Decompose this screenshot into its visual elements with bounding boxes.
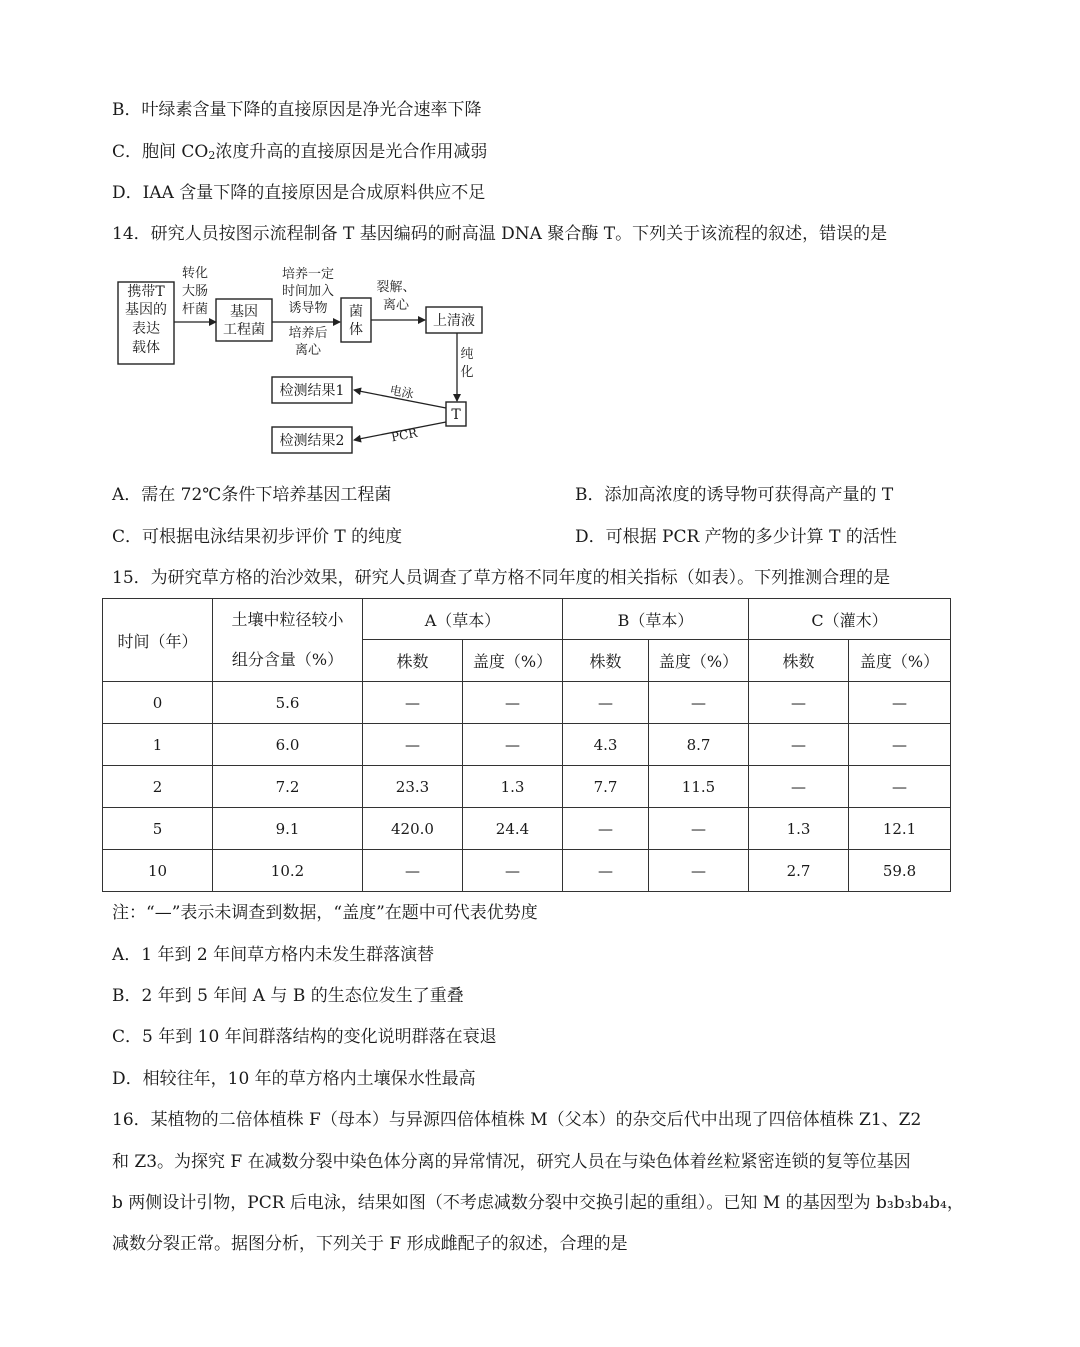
arrow3-label-1: 裂解、 bbox=[376, 280, 416, 295]
arrow2-bottom-1: 培养后 bbox=[288, 326, 328, 341]
box-vector-line3: 表达 bbox=[132, 321, 160, 337]
cell-b-count: 4.3 bbox=[563, 724, 649, 766]
cell-b-cover: 8.7 bbox=[649, 724, 749, 766]
box-vector-line4: 载体 bbox=[132, 340, 160, 356]
cell-year: 2 bbox=[103, 766, 213, 808]
q14-option-c: C．可根据电泳结果初步评价 T 的纯度 bbox=[112, 527, 403, 547]
data-table bbox=[102, 598, 951, 892]
header-group-a: A（草本） bbox=[363, 599, 563, 640]
box-engineered-line2: 工程菌 bbox=[223, 322, 265, 338]
q16-stem-line1: 16．某植物的二倍体植株 F（母本）与异源四倍体植株 M（父本）的杂交后代中出现了四倍体植株 Z1、Z2 bbox=[112, 1110, 922, 1130]
cell-b-count: — bbox=[563, 682, 649, 724]
q16-stem-line4: 减数分裂正常。据图分析，下列关于 F 形成雌配子的叙述，合理的是 bbox=[112, 1234, 628, 1254]
cell-c-count: — bbox=[749, 724, 849, 766]
cell-c-count: — bbox=[749, 766, 849, 808]
arrow4-label-1: 纯 bbox=[460, 347, 474, 362]
arrow1-label-3: 杆菌 bbox=[181, 302, 209, 317]
cell-b-cover: — bbox=[649, 808, 749, 850]
cell-c-count: 2.7 bbox=[749, 850, 849, 892]
q14-option-b: B．添加高浓度的诱导物可获得高产量的 T bbox=[575, 485, 894, 505]
cell-a-cover: — bbox=[463, 724, 563, 766]
header-c-cover: 盖度（%） bbox=[849, 640, 951, 682]
cell-soil: 9.1 bbox=[213, 808, 363, 850]
cell-a-cover: 24.4 bbox=[463, 808, 563, 850]
arrow2-top-2: 时间加入 bbox=[281, 284, 335, 299]
q13-option-d: D．IAA 含量下降的直接原因是合成原料供应不足 bbox=[112, 183, 486, 203]
box-supernatant-label: 上清液 bbox=[433, 313, 475, 329]
cell-b-count: — bbox=[563, 808, 649, 850]
table-row bbox=[103, 808, 951, 850]
header-group-b: B（草本） bbox=[563, 599, 749, 640]
table-header-row-1 bbox=[103, 599, 951, 640]
cell-a-cover: 1.3 bbox=[463, 766, 563, 808]
q13-option-c-post: 浓度升高的直接原因是光合作用减弱 bbox=[215, 142, 488, 162]
cell-c-cover: 12.1 bbox=[849, 808, 951, 850]
box-result1-label: 检测结果1 bbox=[279, 383, 345, 399]
cell-year: 1 bbox=[103, 724, 213, 766]
cell-a-count: 23.3 bbox=[363, 766, 463, 808]
cell-b-count: — bbox=[563, 850, 649, 892]
table-row bbox=[103, 850, 951, 892]
cell-a-count: — bbox=[363, 724, 463, 766]
table-row bbox=[103, 724, 951, 766]
header-b-cover: 盖度（%） bbox=[649, 640, 749, 682]
cell-soil: 10.2 bbox=[213, 850, 363, 892]
header-a-cover: 盖度（%） bbox=[463, 640, 563, 682]
arrow3-label-2: 离心 bbox=[382, 298, 410, 313]
q16-stem-line3: b 两侧设计引物，PCR 后电泳，结果如图（不考虑减数分裂中交换引起的重组）。已知 M 的基因型为 b₃b₃b₄b₄， bbox=[112, 1193, 964, 1213]
box-cells-line2: 体 bbox=[349, 322, 363, 338]
q13-option-b: B．叶绿素含量下降的直接原因是净光合速率下降 bbox=[112, 100, 482, 120]
arrow2-top-1: 培养一定 bbox=[281, 267, 335, 282]
cell-a-count: 420.0 bbox=[363, 808, 463, 850]
header-soil-line2: 组分含量（%） bbox=[231, 650, 344, 669]
cell-soil: 6.0 bbox=[213, 724, 363, 766]
header-time: 时间（年） bbox=[103, 599, 213, 682]
cell-b-count: 7.7 bbox=[563, 766, 649, 808]
box-result2-label: 检测结果2 bbox=[279, 433, 345, 449]
header-soil bbox=[213, 599, 363, 682]
header-b-count: 株数 bbox=[563, 640, 649, 682]
q15-option-c: C．5 年到 10 年间群落结构的变化说明群落在衰退 bbox=[112, 1027, 497, 1047]
q14-option-a: A．需在 72℃条件下培养基因工程菌 bbox=[112, 485, 392, 505]
cell-c-cover: — bbox=[849, 724, 951, 766]
header-soil-line1: 土壤中粒径较小 bbox=[231, 610, 344, 629]
cell-a-count: — bbox=[363, 682, 463, 724]
box-engineered-line1: 基因 bbox=[230, 304, 258, 320]
header-c-count: 株数 bbox=[749, 640, 849, 682]
header-group-c: C（灌木） bbox=[749, 599, 951, 640]
cell-c-cover: — bbox=[849, 682, 951, 724]
cell-b-cover: — bbox=[649, 850, 749, 892]
arrow2-top-3: 诱导物 bbox=[288, 301, 328, 316]
q13-option-c bbox=[112, 141, 487, 167]
q13-option-c-pre: C．胞间 CO bbox=[112, 142, 209, 162]
box-T-label: T bbox=[451, 407, 461, 423]
table-row bbox=[103, 766, 951, 808]
q15-option-b: B．2 年到 5 年间 A 与 B 的生态位发生了重叠 bbox=[112, 986, 464, 1006]
q15-option-a: A．1 年到 2 年间草方格内未发生群落演替 bbox=[112, 945, 435, 965]
cell-year: 5 bbox=[103, 808, 213, 850]
cell-a-cover: — bbox=[463, 850, 563, 892]
box-vector-line1: 携带T bbox=[127, 284, 165, 300]
cell-year: 10 bbox=[103, 850, 213, 892]
header-a-count: 株数 bbox=[363, 640, 463, 682]
arrow2-bottom-2: 离心 bbox=[294, 343, 322, 358]
box-cells-line1: 菌 bbox=[349, 304, 363, 320]
q15-note: 注：“—”表示未调查到数据，“盖度”在题中可代表优势度 bbox=[112, 903, 538, 923]
cell-c-cover: — bbox=[849, 766, 951, 808]
q16-stem-line2: 和 Z3。为探究 F 在减数分裂中染色体分离的异常情况，研究人员在与染色体着丝粒紧密连锁的复等位基因 bbox=[112, 1152, 911, 1172]
cell-c-count: 1.3 bbox=[749, 808, 849, 850]
cell-c-cover: 59.8 bbox=[849, 850, 951, 892]
q14-stem: 14．研究人员按图示流程制备 T 基因编码的耐高温 DNA 聚合酶 T。下列关于该流程的叙述，错误的是 bbox=[112, 224, 888, 244]
flow-diagram bbox=[112, 262, 492, 460]
arrow6-label: PCR bbox=[389, 425, 419, 445]
cell-c-count: — bbox=[749, 682, 849, 724]
q13-option-c-sub: 2 bbox=[208, 149, 216, 162]
cell-soil: 5.6 bbox=[213, 682, 363, 724]
arrow1-label-2: 大肠 bbox=[181, 284, 209, 299]
arrow1-label-1: 转化 bbox=[181, 266, 209, 281]
cell-a-count: — bbox=[363, 850, 463, 892]
cell-year: 0 bbox=[103, 682, 213, 724]
box-vector-line2: 基因的 bbox=[125, 302, 167, 318]
cell-a-cover: — bbox=[463, 682, 563, 724]
arrow5-label: 电泳 bbox=[388, 382, 415, 402]
cell-soil: 7.2 bbox=[213, 766, 363, 808]
arrow4-label-2: 化 bbox=[460, 365, 474, 380]
q15-option-d: D．相较往年，10 年的草方格内土壤保水性最高 bbox=[112, 1069, 476, 1089]
q14-option-d: D．可根据 PCR 产物的多少计算 T 的活性 bbox=[575, 527, 897, 547]
table-row bbox=[103, 682, 951, 724]
cell-b-cover: 11.5 bbox=[649, 766, 749, 808]
cell-b-cover: — bbox=[649, 682, 749, 724]
q15-stem: 15．为研究草方格的治沙效果，研究人员调查了草方格不同年度的相关指标（如表）。下列推测合理的是 bbox=[112, 568, 891, 588]
